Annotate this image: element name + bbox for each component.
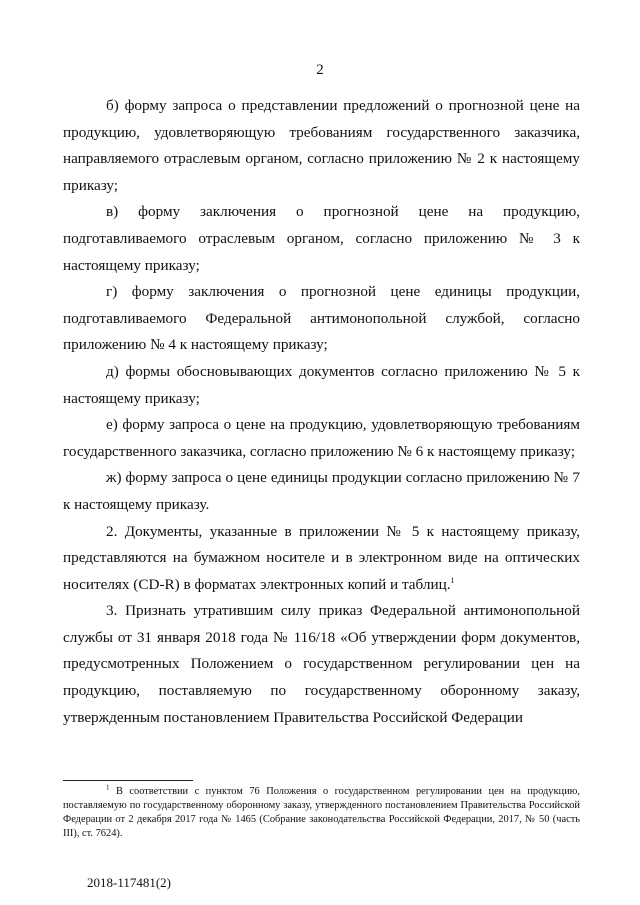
footnote-reference: 1 (450, 575, 455, 585)
page-number: 2 (316, 62, 324, 78)
footnote-divider (63, 780, 193, 781)
paragraph-item-3: 3. Признать утратившим силу приказ Федеральной антимонопольной службы от 31 января 2018 года № 116/18 «Об утверждении форм документов, предусмотренных Положением о государственном регулировании цен на продукцию, поставляемую по государственному оборонному заказу, утвержденным постановлением Правительства Российской Федерации (63, 602, 580, 726)
footnote (63, 785, 580, 841)
document-code: 2018-117481(2) (87, 875, 172, 890)
paragraph-v: в) форму заключения о прогнозной цене на продукцию, подготавливаемого отраслевым органом, согласно приложению № 3 к настоящему приказу; (63, 203, 580, 274)
item-2-text: 2. Документы, указанные в приложении № 5 к настоящему приказу, представляются на бумажном носителе и в электронном виде на оптических носителях (CD-R) в форматах электронных копий и таблиц. (63, 522, 580, 593)
paragraph-e: е) форму запроса о цене на продукцию, удовлетворяющую требованиям государственного заказчика, согласно приложению № 6 к настоящему приказу; (63, 416, 580, 460)
paragraph-d: д) формы обосновывающих документов согласно приложению № 5 к настоящему приказу; (63, 362, 580, 407)
footnote-text: В соответствии с пунктом 76 Положения о государственном регулировании цен на продукцию, поставляемую по государственному оборонному заказу, утвержденного постановлением Правительства Российской Федерации от 2 декабря 2017 года № 1465 (Собрание законодательства Российской Федерации, 2017, № 50 (часть III), ст. 7624). (63, 786, 580, 839)
paragraph-b: б) форму запроса о представлении предложений о прогнозной цене на продукцию, удовлетворяющую требованиям государственного заказчика, направляемого отраслевым органом, согласно приложению № 2 к настоящему приказу; (63, 97, 580, 194)
paragraph-zh: ж) форму запроса о цене единицы продукции согласно приложению № 7 к настоящему приказу. (63, 469, 580, 513)
paragraph-item-2 (63, 519, 580, 599)
document-body (63, 93, 580, 731)
footnote-mark: 1 (106, 783, 110, 792)
paragraph-g: г) форму заключения о прогнозной цене единицы продукции, подготавливаемого Федеральной антимонопольной службой, согласно приложению № 4 к настоящему приказу; (63, 283, 580, 354)
